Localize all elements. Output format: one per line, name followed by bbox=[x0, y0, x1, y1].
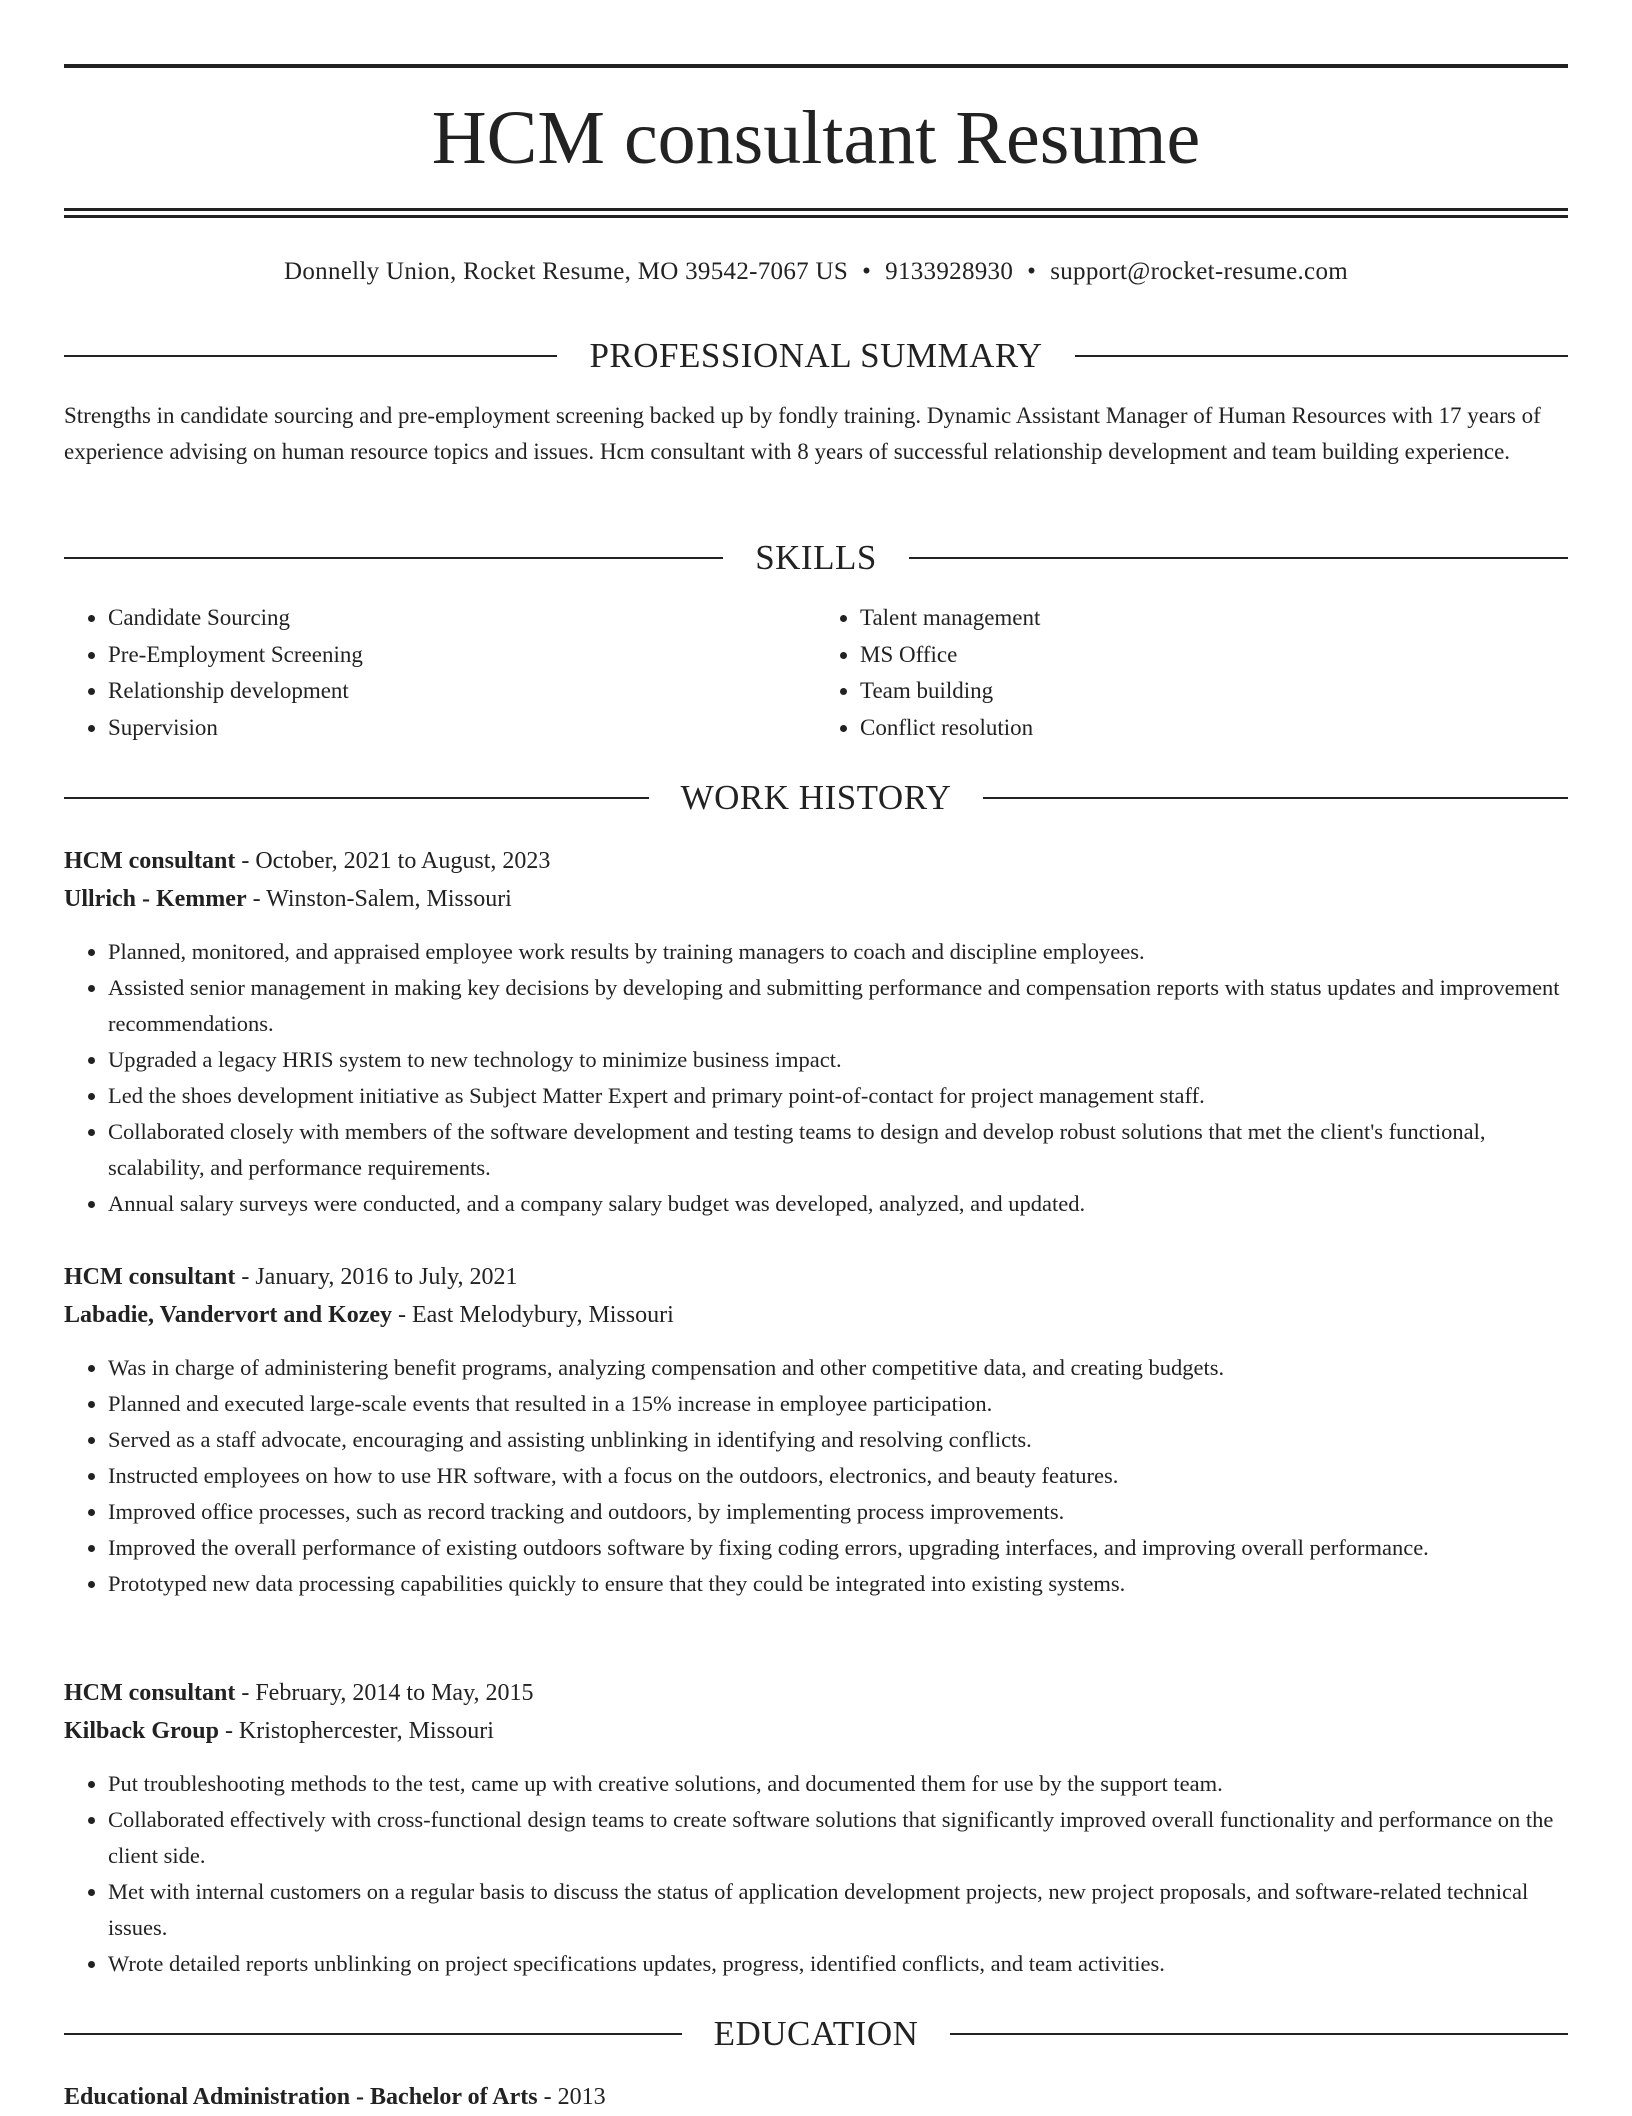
heading-rule bbox=[64, 557, 723, 559]
job-bullet: • Wrote detailed reports unblinking on project specifications updates, progress, identified conflicts, and team activities. bbox=[108, 1946, 1568, 1982]
contact-email: support@rocket-resume.com bbox=[1050, 258, 1348, 285]
education-heading bbox=[64, 2012, 1568, 2056]
skills-column-left bbox=[64, 600, 816, 746]
contact-line bbox=[64, 254, 1568, 290]
summary-text: Strengths in candidate sourcing and pre-employment screening backed up by fondly training. Dynamic Assistant Manager of Human Resources with 17 years of experience advising on human resource topics and issues. Hcm consultant with 8 years of successful relationship development and team building experience. bbox=[64, 403, 1541, 464]
job-dates: - January, 2016 to July, 2021 bbox=[235, 1264, 518, 1290]
education-degree: Educational Administration - Bachelor of Arts bbox=[64, 2084, 538, 2110]
job-bullet: • Planned and executed large-scale events that resulted in a 15% increase in employee participation. bbox=[108, 1386, 1568, 1422]
job-bullet: • Served as a staff advocate, encouraging and assisting unblinking in identifying and resolving conflicts. bbox=[108, 1422, 1568, 1458]
skill-item: • Conflict resolution bbox=[860, 710, 1568, 747]
job-entry bbox=[64, 842, 1568, 1222]
skill-item: • Team building bbox=[860, 673, 1568, 710]
work-history-heading bbox=[64, 776, 1568, 820]
job-title: HCM consultant bbox=[64, 848, 236, 874]
job-location: - East Melodybury, Missouri bbox=[392, 1302, 674, 1328]
heading-rule bbox=[909, 557, 1568, 559]
job-bullet: • Instructed employees on how to use HR software, with a focus on the outdoors, electronics, and beauty features. bbox=[108, 1458, 1568, 1494]
job-location: - Kristophercester, Missouri bbox=[218, 1718, 494, 1744]
heading-rule bbox=[983, 797, 1568, 799]
contact-address: Donnelly Union, Rocket Resume, MO 39542-7067 US bbox=[284, 258, 849, 285]
job-bullet: • Improved the overall performance of existing outdoors software by fixing coding errors, upgrading interfaces, and improving overall performance. bbox=[108, 1530, 1568, 1566]
skill-item: • Pre-Employment Screening bbox=[108, 637, 816, 674]
job-bullets bbox=[64, 934, 1568, 1222]
job-title: HCM consultant bbox=[64, 1680, 236, 1706]
skills-heading-label: SKILLS bbox=[755, 538, 877, 577]
contact-separator: • bbox=[862, 258, 872, 285]
job-bullet: • Collaborated closely with members of the software development and testing teams to design and develop robust solutions that met the client's functional, scalability, and performance requirements. bbox=[108, 1114, 1568, 1186]
skill-item: • MS Office bbox=[860, 637, 1568, 674]
skill-item: • Relationship development bbox=[108, 673, 816, 710]
job-bullet: • Planned, monitored, and appraised employee work results by training managers to coach and discipline employees. bbox=[108, 934, 1568, 970]
job-company: Kilback Group bbox=[64, 1718, 219, 1744]
job-entry bbox=[64, 1674, 1568, 1982]
heading-rule bbox=[64, 355, 557, 357]
job-company: Labadie, Vandervort and Kozey bbox=[64, 1302, 393, 1328]
job-bullet: • Upgraded a legacy HRIS system to new technology to minimize business impact. bbox=[108, 1042, 1568, 1078]
job-title-line bbox=[64, 1674, 1568, 1712]
contact-separator: • bbox=[1027, 258, 1037, 285]
summary-heading-label: PROFESSIONAL SUMMARY bbox=[589, 336, 1043, 375]
job-location: - Winston-Salem, Missouri bbox=[246, 886, 512, 912]
heading-rule bbox=[950, 2033, 1568, 2035]
job-dates: - February, 2014 to May, 2015 bbox=[235, 1680, 534, 1706]
job-company-line bbox=[64, 880, 1568, 918]
job-bullet: • Assisted senior management in making key decisions by developing and submitting performance and compensation reports with status updates and improvement recommendations. bbox=[108, 970, 1568, 1042]
top-rule bbox=[64, 64, 1568, 68]
job-bullet: • Annual salary surveys were conducted, and a company salary budget was developed, analyzed, and updated. bbox=[108, 1186, 1568, 1222]
job-bullet: • Led the shoes development initiative as Subject Matter Expert and primary point-of-contact for project management staff. bbox=[108, 1078, 1568, 1114]
heading-rule bbox=[1075, 355, 1568, 357]
skills-list bbox=[64, 600, 1568, 746]
job-dates: - October, 2021 to August, 2023 bbox=[235, 848, 551, 874]
page-title: HCM consultant Resume bbox=[431, 96, 1201, 180]
job-bullet: • Prototyped new data processing capabilities quickly to ensure that they could be integrated into existing systems. bbox=[108, 1566, 1568, 1602]
contact-phone: 9133928930 bbox=[885, 258, 1014, 285]
job-bullet: • Collaborated effectively with cross-functional design teams to create software solutions that significantly improved overall functionality and performance on the client side. bbox=[108, 1802, 1568, 1874]
skill-item: • Talent management bbox=[860, 600, 1568, 637]
skills-heading bbox=[64, 536, 1568, 580]
job-entry bbox=[64, 1258, 1568, 1602]
education-year: - 2013 bbox=[537, 2084, 606, 2110]
job-title-line bbox=[64, 842, 1568, 880]
skill-item: • Supervision bbox=[108, 710, 816, 747]
summary-heading bbox=[64, 334, 1568, 378]
skills-column-right bbox=[816, 600, 1568, 746]
job-bullets bbox=[64, 1766, 1568, 1982]
job-company: Ullrich - Kemmer bbox=[64, 886, 247, 912]
heading-rule bbox=[64, 2033, 682, 2035]
job-title-line bbox=[64, 1258, 1568, 1296]
job-bullet: • Was in charge of administering benefit programs, analyzing compensation and other competitive data, and creating budgets. bbox=[108, 1350, 1568, 1386]
work-history-heading-label: WORK HISTORY bbox=[680, 778, 952, 817]
skill-item: • Candidate Sourcing bbox=[108, 600, 816, 637]
education-entry bbox=[64, 2078, 1568, 2116]
title-double-rule bbox=[64, 208, 1568, 218]
job-bullet: • Improved office processes, such as record tracking and outdoors, by implementing process improvements. bbox=[108, 1494, 1568, 1530]
job-bullet: • Put troubleshooting methods to the test, came up with creative solutions, and documented them for use by the support team. bbox=[108, 1766, 1568, 1802]
heading-rule bbox=[64, 797, 649, 799]
job-bullets bbox=[64, 1350, 1568, 1602]
job-company-line bbox=[64, 1712, 1568, 1750]
job-bullet: • Met with internal customers on a regular basis to discuss the status of application development projects, new project proposals, and software-related technical issues. bbox=[108, 1874, 1568, 1946]
job-company-line bbox=[64, 1296, 1568, 1334]
job-title: HCM consultant bbox=[64, 1264, 236, 1290]
education-heading-label: EDUCATION bbox=[713, 2014, 919, 2053]
